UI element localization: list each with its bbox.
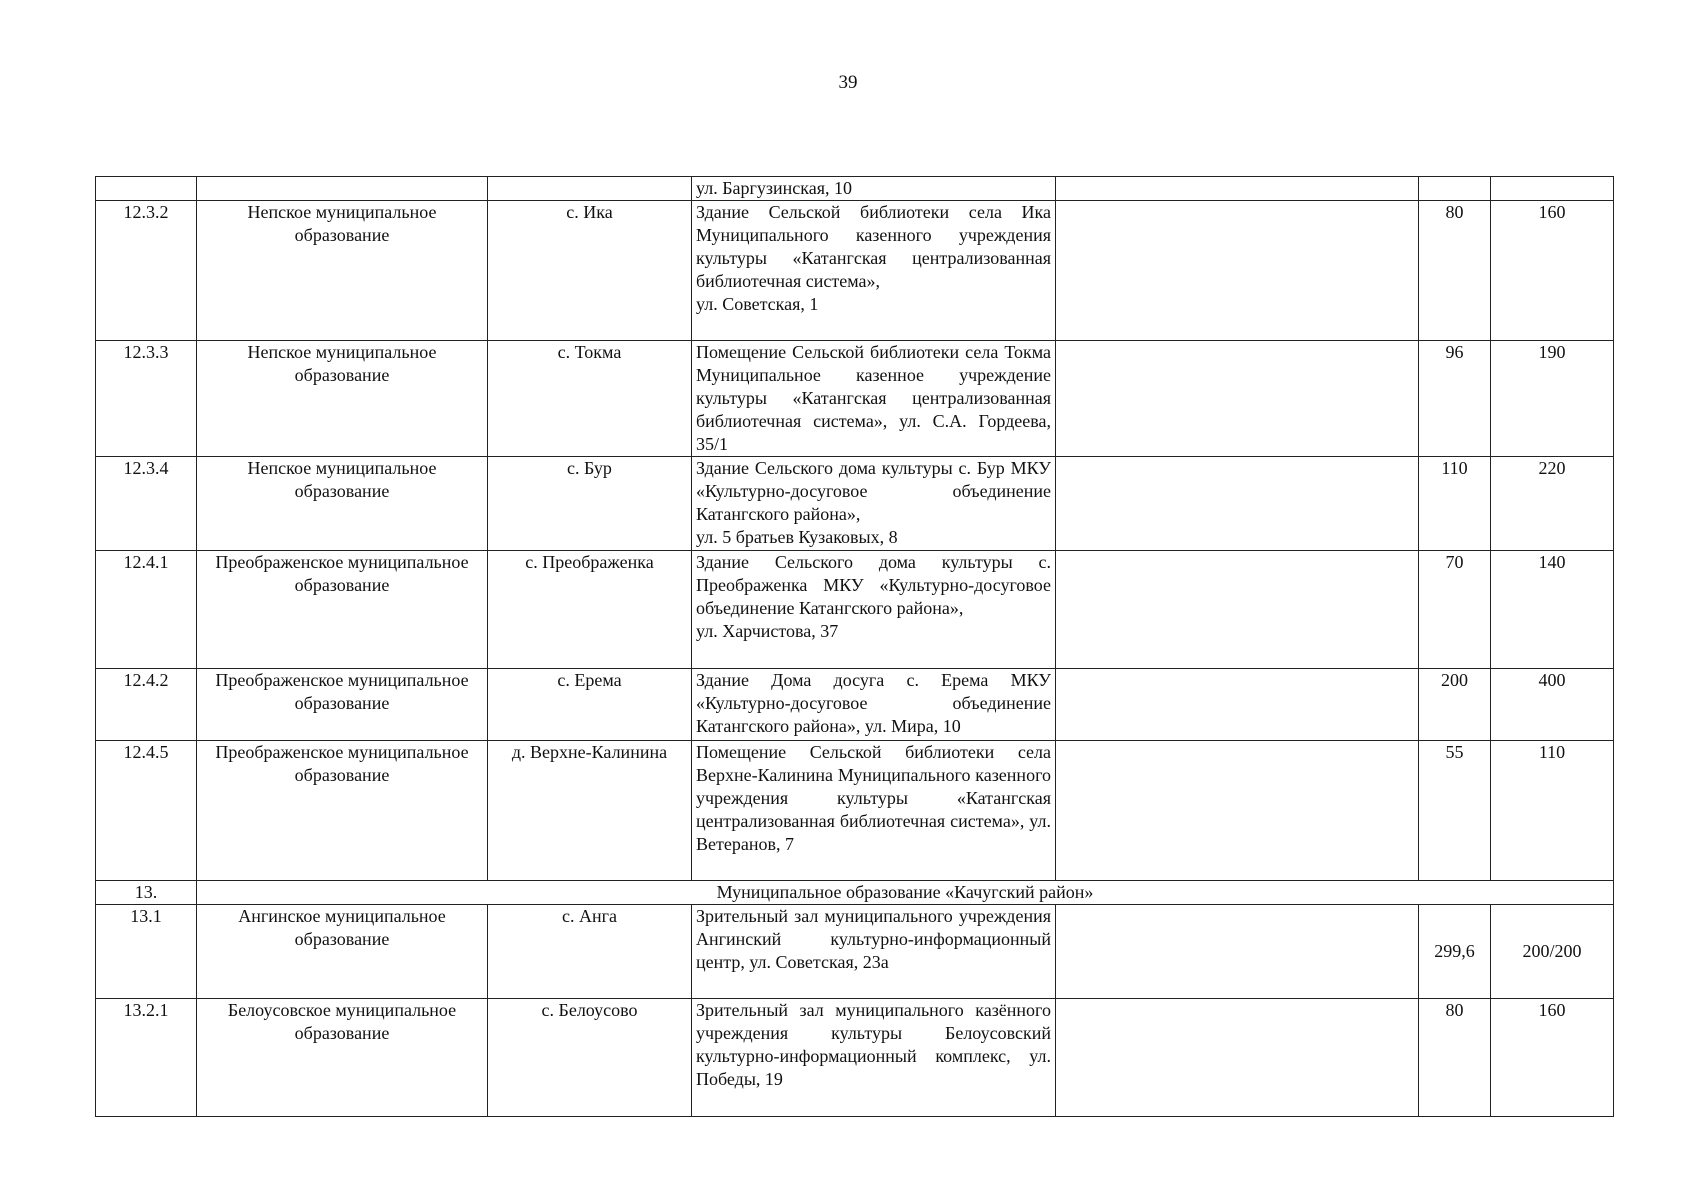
object-line: ул. Баргузинская, 10 bbox=[696, 178, 853, 198]
place-cell: с. Бур bbox=[488, 457, 692, 551]
row-number: 12.4.5 bbox=[96, 741, 197, 881]
table-row bbox=[96, 999, 1614, 1117]
row-number: 12.4.2 bbox=[96, 669, 197, 741]
value-cell: 160 bbox=[1491, 201, 1614, 341]
object-line: Зрительный зал муниципального казённого учреждения культуры Белоусовский культурно-информационный комплекс, ул. Победы, 19 bbox=[696, 1000, 1051, 1089]
municipality-cell bbox=[197, 177, 488, 201]
value-cell: 55 bbox=[1419, 741, 1491, 881]
value-cell: 80 bbox=[1419, 201, 1491, 341]
value-cell: 200/200 bbox=[1491, 905, 1614, 999]
object-cell bbox=[692, 905, 1056, 999]
object-cell bbox=[692, 201, 1056, 341]
place-cell: с. Анга bbox=[488, 905, 692, 999]
value-cell bbox=[1491, 177, 1614, 201]
table-row bbox=[96, 669, 1614, 741]
value-cell: 190 bbox=[1491, 341, 1614, 457]
table-row bbox=[96, 177, 1614, 201]
row-number: 12.3.3 bbox=[96, 341, 197, 457]
object-line: ул. 5 братьев Кузаковых, 8 bbox=[696, 527, 898, 547]
empty-cell bbox=[1056, 669, 1419, 741]
object-cell bbox=[692, 177, 1056, 201]
value-cell: 140 bbox=[1491, 551, 1614, 669]
value-cell: 110 bbox=[1419, 457, 1491, 551]
object-line: Здание Сельского дома культуры с. Бур МКУ «Культурно-досуговое объединение Катангского района», bbox=[696, 458, 1051, 524]
object-cell bbox=[692, 341, 1056, 457]
object-line: ул. Советская, 1 bbox=[696, 294, 819, 314]
object-cell bbox=[692, 741, 1056, 881]
facilities-table bbox=[95, 176, 1614, 1117]
object-line: Зрительный зал муниципального учреждения Ангинский культурно-информационный центр, ул. Советская, 23а bbox=[696, 906, 1051, 972]
row-number: 12.4.1 bbox=[96, 551, 197, 669]
empty-cell bbox=[1056, 201, 1419, 341]
object-line: Помещение Сельской библиотеки села Токма Муниципальное казенное учреждение культуры «Катангская централизованная библиотечная система», ул. С.А. Гордеева, 35/1 bbox=[696, 342, 1051, 454]
municipality-cell: Непское муниципальное образование bbox=[197, 457, 488, 551]
place-cell: с. Преображенка bbox=[488, 551, 692, 669]
value-cell: 160 bbox=[1491, 999, 1614, 1117]
object-cell bbox=[692, 551, 1056, 669]
value-cell bbox=[1419, 177, 1491, 201]
empty-cell bbox=[1056, 177, 1419, 201]
place-cell: с. Белоусово bbox=[488, 999, 692, 1117]
municipality-cell: Непское муниципальное образование bbox=[197, 201, 488, 341]
value-cell: 96 bbox=[1419, 341, 1491, 457]
value-cell: 220 bbox=[1491, 457, 1614, 551]
value-cell: 70 bbox=[1419, 551, 1491, 669]
section-row bbox=[96, 881, 1614, 905]
section-title: Муниципальное образование «Качугский район» bbox=[197, 881, 1614, 905]
municipality-cell: Преображенское муниципальное образование bbox=[197, 551, 488, 669]
row-number bbox=[96, 177, 197, 201]
place-cell: д. Верхне-Калинина bbox=[488, 741, 692, 881]
row-number: 12.3.2 bbox=[96, 201, 197, 341]
place-cell: с. Ерема bbox=[488, 669, 692, 741]
place-cell bbox=[488, 177, 692, 201]
municipality-cell: Ангинское муниципальное образование bbox=[197, 905, 488, 999]
section-number: 13. bbox=[96, 881, 197, 905]
object-line: Здание Сельского дома культуры с. Преображенка МКУ «Культурно-досуговое объединение Катангского района», bbox=[696, 552, 1051, 618]
municipality-cell: Преображенское муниципальное образование bbox=[197, 669, 488, 741]
value-cell: 110 bbox=[1491, 741, 1614, 881]
empty-cell bbox=[1056, 457, 1419, 551]
row-number: 13.2.1 bbox=[96, 999, 197, 1117]
page-number: 39 bbox=[838, 72, 858, 93]
municipality-cell: Белоусовское муниципальное образование bbox=[197, 999, 488, 1117]
object-line: Здание Дома досуга с. Ерема МКУ «Культурно-досуговое объединение Катангского района», ул. Мира, 10 bbox=[696, 670, 1051, 736]
place-cell: с. Токма bbox=[488, 341, 692, 457]
row-number: 13.1 bbox=[96, 905, 197, 999]
place-cell: с. Ика bbox=[488, 201, 692, 341]
municipality-cell: Преображенское муниципальное образование bbox=[197, 741, 488, 881]
table-row bbox=[96, 201, 1614, 341]
empty-cell bbox=[1056, 999, 1419, 1117]
object-line: Помещение Сельской библиотеки села Верхне-Калинина Муниципального казенного учреждения культуры «Катангская централизованная библиотечная система», ул. Ветеранов, 7 bbox=[696, 742, 1051, 854]
empty-cell bbox=[1056, 551, 1419, 669]
empty-cell bbox=[1056, 741, 1419, 881]
object-cell bbox=[692, 457, 1056, 551]
object-line: Здание Сельской библиотеки села Ика Муниципального казенного учреждения культуры «Катангская централизованная библиотечная система», bbox=[696, 202, 1051, 291]
empty-cell bbox=[1056, 905, 1419, 999]
row-number: 12.3.4 bbox=[96, 457, 197, 551]
empty-cell bbox=[1056, 341, 1419, 457]
object-cell bbox=[692, 999, 1056, 1117]
table-row bbox=[96, 457, 1614, 551]
municipality-cell: Непское муниципальное образование bbox=[197, 341, 488, 457]
value-cell: 80 bbox=[1419, 999, 1491, 1117]
object-cell bbox=[692, 669, 1056, 741]
value-cell: 400 bbox=[1491, 669, 1614, 741]
value-cell: 200 bbox=[1419, 669, 1491, 741]
table-row bbox=[96, 741, 1614, 881]
value-cell: 299,6 bbox=[1419, 905, 1491, 999]
table-row bbox=[96, 551, 1614, 669]
table-row bbox=[96, 341, 1614, 457]
table-row bbox=[96, 905, 1614, 999]
object-line: ул. Харчистова, 37 bbox=[696, 621, 839, 641]
